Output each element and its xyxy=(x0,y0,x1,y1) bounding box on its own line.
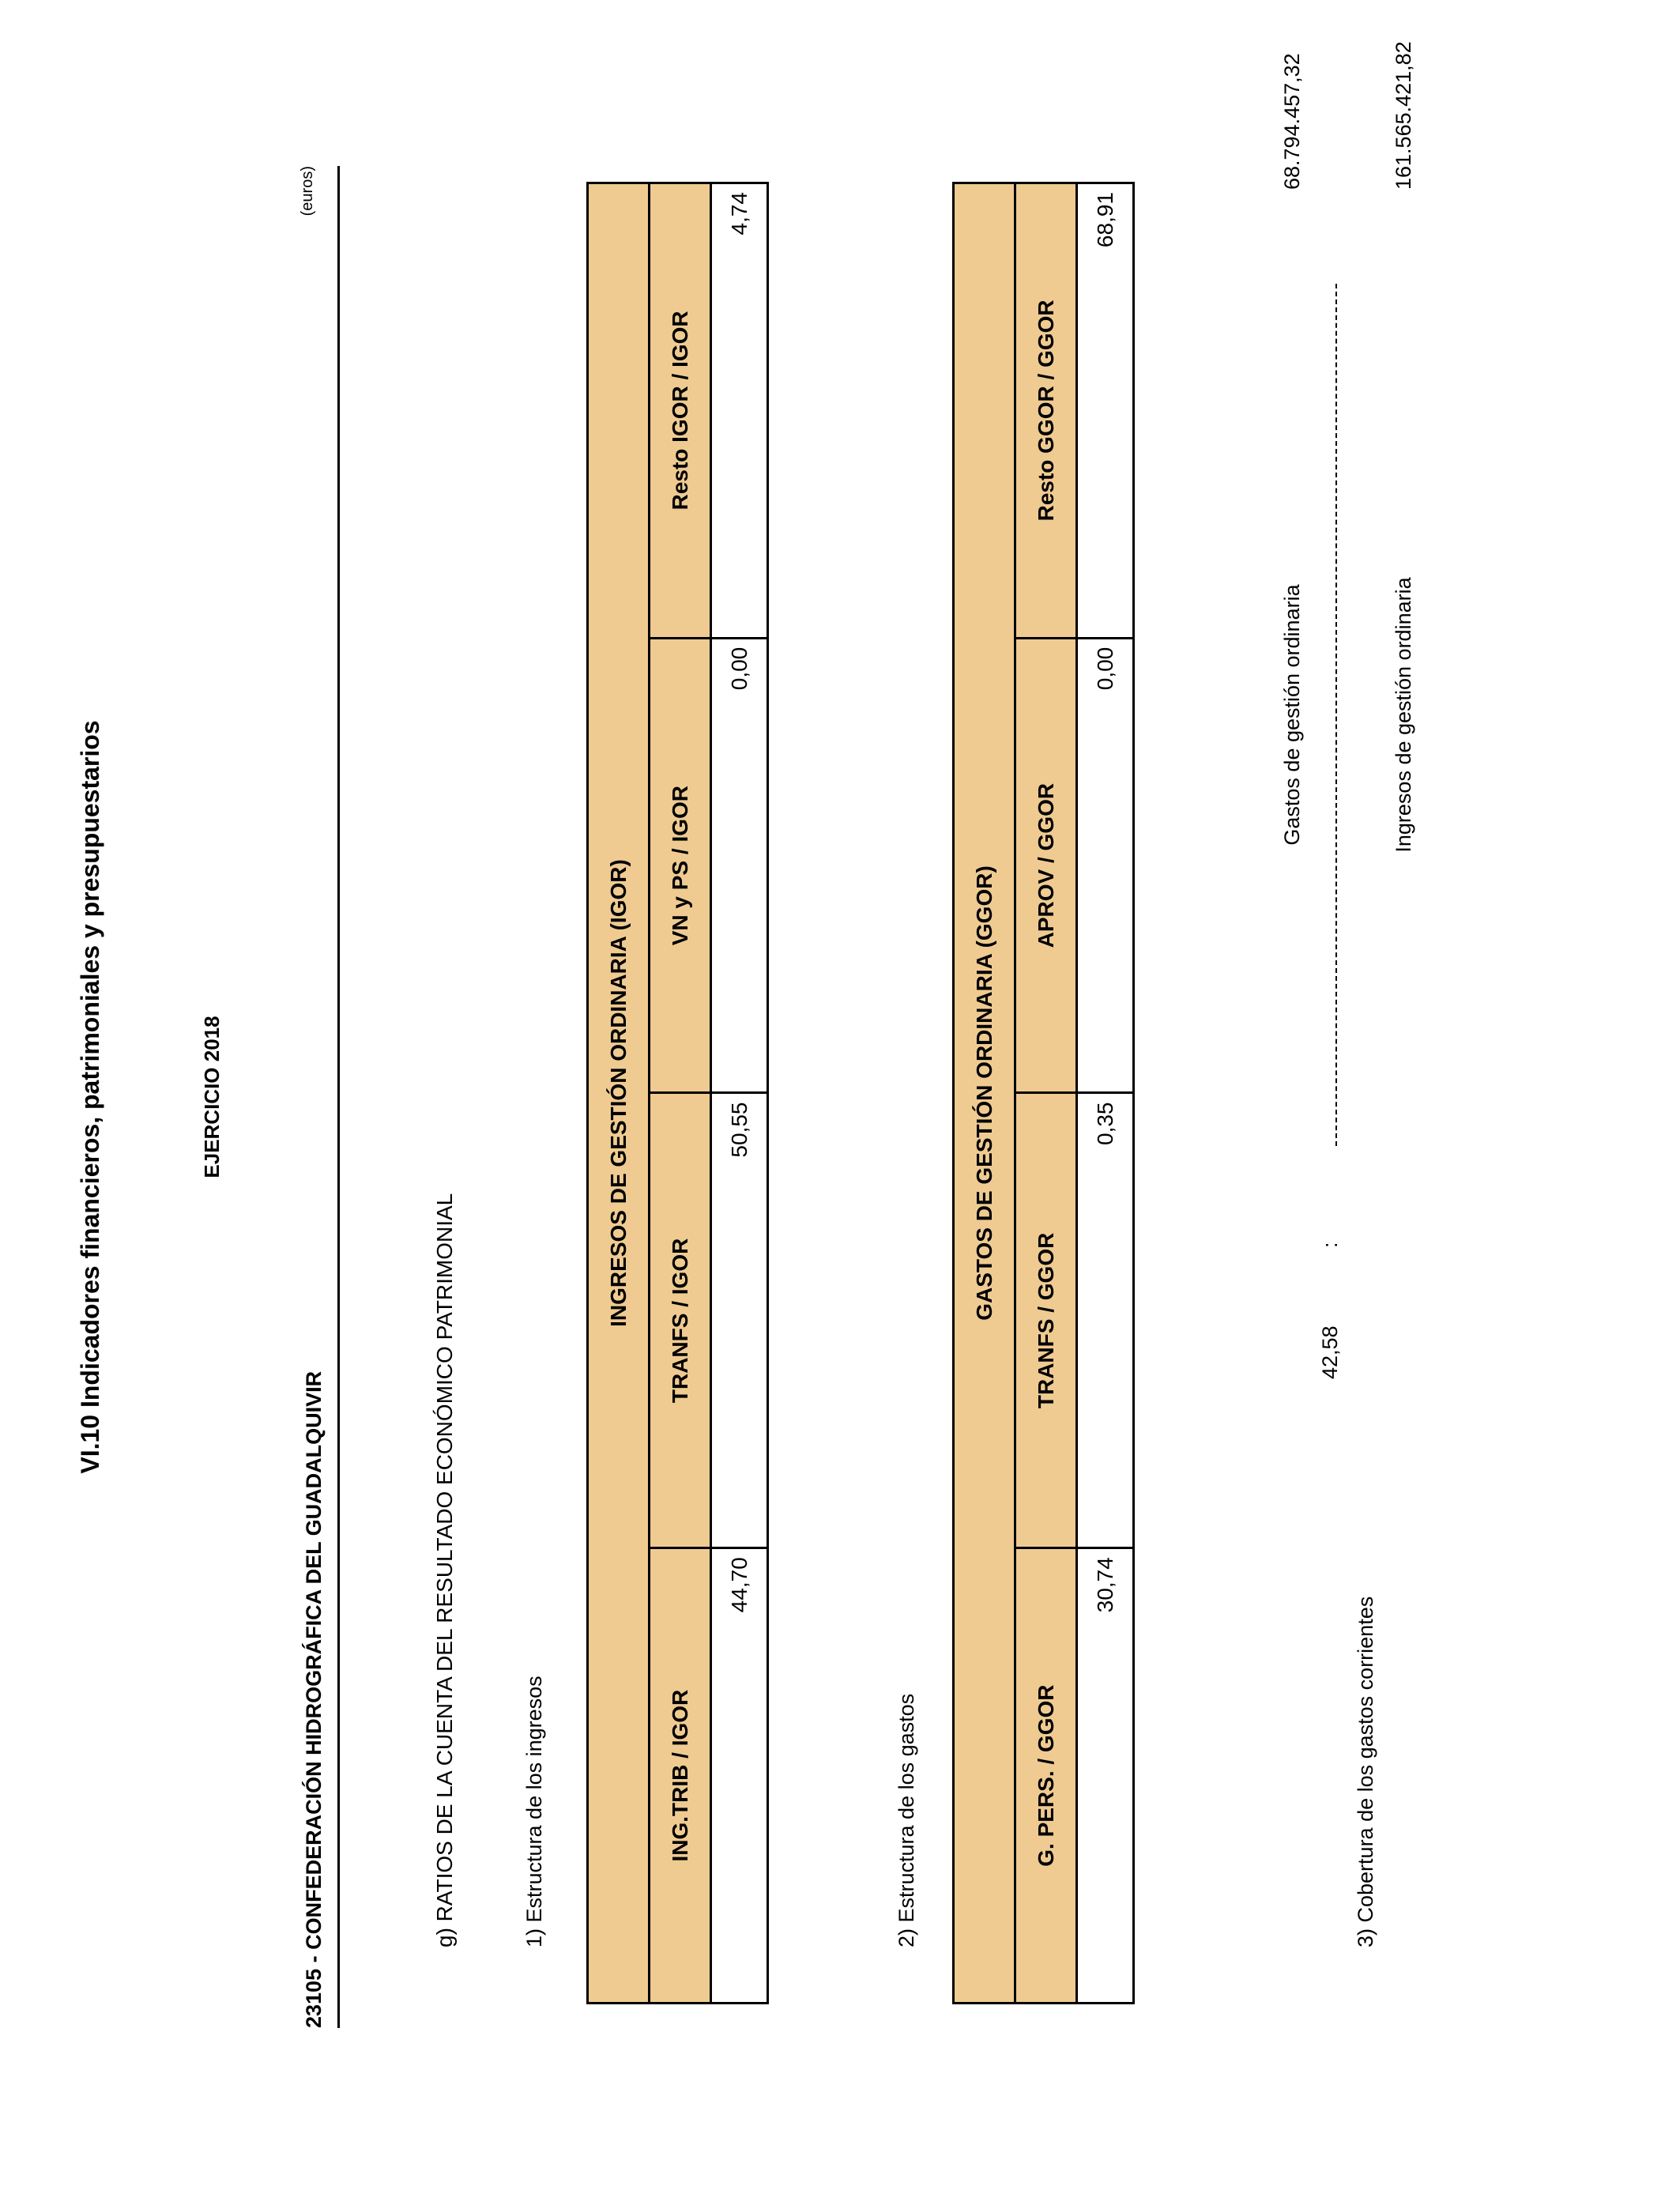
table-row xyxy=(1015,183,1077,2004)
table-cell: 50,55 xyxy=(711,1093,768,1548)
report-title: VI.10 Indicadores financieros, patrimoniales y presupuestarios xyxy=(76,720,104,1474)
table-row xyxy=(1077,183,1134,2004)
table-cell: 0,00 xyxy=(711,638,768,1093)
gastos-table xyxy=(952,182,1135,2004)
cobertura-value: 42,58 xyxy=(1318,1325,1342,1379)
table-cell: 0,00 xyxy=(1077,638,1134,1093)
table-row xyxy=(711,183,768,2004)
fraction-line xyxy=(1335,284,1337,1146)
gastos-label: 2) Estructura de los gastos xyxy=(895,1693,918,1947)
fiscal-year: EJERCICIO 2018 xyxy=(200,1016,224,1178)
header-divider xyxy=(337,166,340,2028)
cobertura-label: 3) Cobertura de los gastos corrientes xyxy=(1354,1596,1377,1947)
table-cell: 0,35 xyxy=(1077,1093,1134,1548)
table-cell: 44,70 xyxy=(711,1548,768,2004)
table-cell: 30,74 xyxy=(1077,1548,1134,2004)
column-header: ING.TRIB / IGOR xyxy=(650,1548,711,2004)
column-header: G. PERS. / GGOR xyxy=(1015,1548,1077,2004)
ingresos-table xyxy=(586,182,769,2004)
ingresos-group-header: INGRESOS DE GESTIÓN ORDINARIA (IGOR) xyxy=(588,183,650,2004)
table-cell: 68,91 xyxy=(1077,183,1134,639)
column-header: VN y PS / IGOR xyxy=(650,638,711,1093)
column-header: TRANFS / IGOR xyxy=(650,1093,711,1548)
numerator-value: 68.794.457,32 xyxy=(1280,53,1304,190)
column-header: Resto GGOR / GGOR xyxy=(1015,183,1077,639)
table-row xyxy=(954,183,1015,2004)
table-row xyxy=(588,183,650,2004)
numerator-label: Gastos de gestión ordinaria xyxy=(1280,584,1304,846)
column-header: Resto IGOR / IGOR xyxy=(650,183,711,639)
denominator-value: 161.565.421,82 xyxy=(1392,41,1415,190)
table-row xyxy=(650,183,711,2004)
table-cell: 4,74 xyxy=(711,183,768,639)
gastos-group-header: GASTOS DE GESTIÓN ORDINARIA (GGOR) xyxy=(954,183,1015,2004)
column-header: APROV / GGOR xyxy=(1015,638,1077,1093)
column-header: TRANFS / GGOR xyxy=(1015,1093,1077,1548)
denominator-label: Ingresos de gestión ordinaria xyxy=(1392,577,1415,853)
ingresos-label: 1) Estructura de los ingresos xyxy=(522,1676,546,1947)
cobertura-colon: : xyxy=(1318,1242,1342,1248)
entity-name: 23105 - CONFEDERACIÓN HIDROGRÁFICA DEL GUADALQUIVIR xyxy=(302,1370,326,2028)
currency-unit: (euros) xyxy=(299,166,316,217)
section-heading: g) RATIOS DE LA CUENTA DEL RESULTADO ECONÓMICO PATRIMONIAL xyxy=(432,1193,457,1947)
